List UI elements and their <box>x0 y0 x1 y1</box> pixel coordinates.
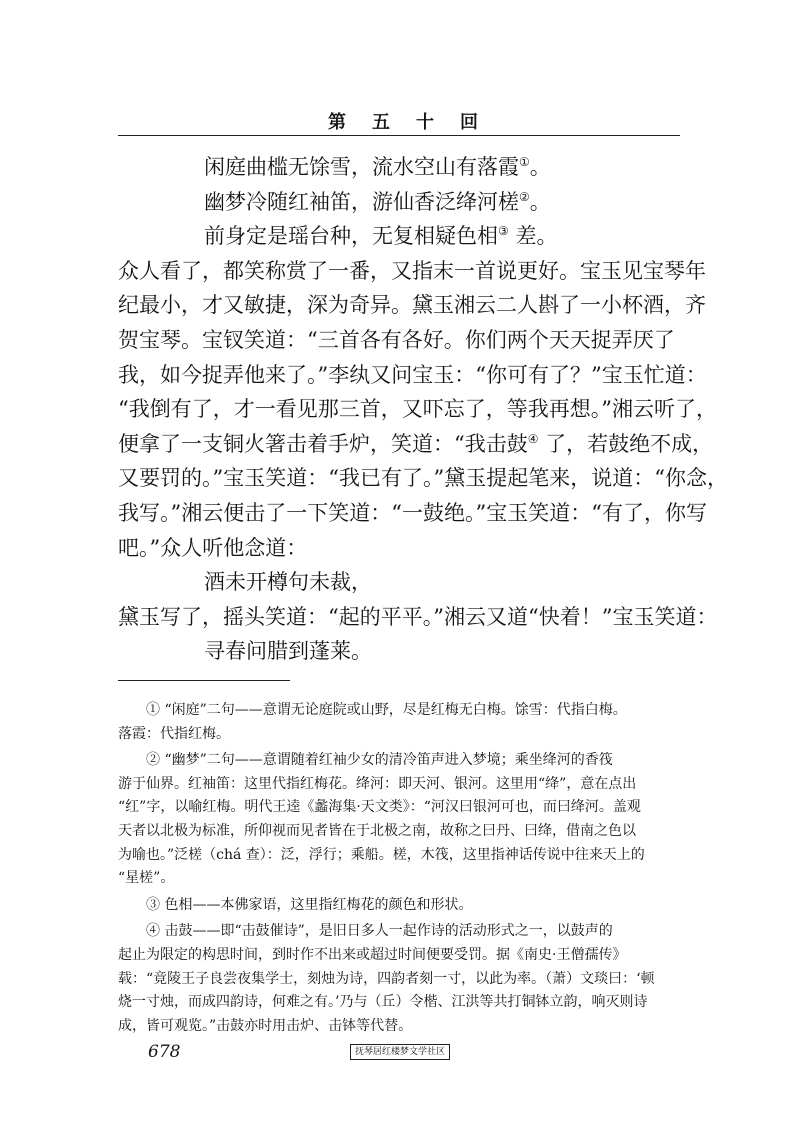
footnote-marker: ① <box>519 155 530 169</box>
footnote-marker: ③ <box>498 224 509 239</box>
footnotes <box>118 699 692 1041</box>
verse-line: 酒未开樽句未裁， <box>204 570 372 595</box>
footnote-line: 为喻也。”泛槎（chá 查）：泛，浮行；乘船。槎，木筏，这里指神话传说中往来天上的 <box>118 846 645 863</box>
footnote-line: ③ 色相——本佛家语，这里指红梅花的颜色和形状。 <box>146 896 473 913</box>
page-number: 678 <box>148 1042 181 1062</box>
footnote-3 <box>118 894 692 918</box>
footnote-2 <box>118 749 692 891</box>
verse-line: 闲庭曲槛无馀雪，流水空山有落霞①。 <box>204 155 551 179</box>
footnote-4 <box>118 920 692 1038</box>
footnote-line: “红”字，以喻红梅。明代王逵《蠡海集·天文类》：“河汉曰银河可也，而曰绛河。盖观 <box>118 799 641 816</box>
footnote-line: 载：“竟陵王子良尝夜集学士，刻烛为诗，四韵者刻一寸，以此为率。（萧）文琰曰：‘顿 <box>118 970 655 987</box>
header-char: 十 <box>416 112 434 133</box>
header-char: 第 <box>328 112 346 133</box>
paragraph-line: 纪最小，才又敏捷，深为奇异。黛玉湘云二人斟了一小杯酒，齐 <box>118 293 706 318</box>
footnote-line: 游于仙界。红袖笛：这里代指红梅花。绛河：即天河、银河。这里用“绛”，意在点出 <box>118 775 637 792</box>
verse-line: 寻春问腊到蓬莱。 <box>204 639 372 664</box>
paragraph-line: “我倒有了，才一看见那三首，又吓忘了，等我再想。”湘云听了， <box>118 397 717 422</box>
footnote-line: 天者以北极为标准，所仰视而见者皆在于北极之南，故称之曰丹、曰绛，借南之色以 <box>118 822 636 839</box>
paragraph-line: 众人看了，都笑称赏了一番，又指末一首说更好。宝玉见宝琴年 <box>118 258 706 283</box>
header-char: 五 <box>372 112 390 133</box>
footnote-marker: ② <box>519 189 530 204</box>
footnote-line: 起止为限定的构思时间，到时作不出来或超过时间便要受罚。据《南史·王僧孺传》 <box>118 946 627 963</box>
verse-line: 前身定是瑶台种，无复相疑色相③ 差。 <box>204 224 558 249</box>
footnote-line: ② “幽梦”二句——意谓随着红袖少女的清冷笛声进入梦境；乘坐绛河的香筏 <box>146 752 613 769</box>
footnote-rule <box>118 680 290 681</box>
footnote-marker: ④ <box>527 431 539 446</box>
header-char: 回 <box>460 112 478 133</box>
footnote-line: 成，皆可观览。”击鼓亦时用击炉、击钵等代替。 <box>118 1017 413 1034</box>
paragraph-line: 贺宝琴。宝钗笑道：“三首各有各好。你们两个天天捉弄厌了 <box>118 327 675 352</box>
footnote-line: ④ 击鼓——即“击鼓催诗”，是旧日多人一起作诗的活动形式之一，以鼓声的 <box>146 923 613 940</box>
paragraph-line: 黛玉写了，摇头笑道：“起的平平。”湘云又道“快着！”宝玉笑道： <box>118 604 718 629</box>
chapter-header <box>328 108 478 134</box>
paragraph-line: 又要罚的。”宝玉笑道：“我已有了。”黛玉提起笔来，说道：“你念， <box>118 466 728 491</box>
verse-line: 幽梦冷随红袖笛，游仙香泛绛河槎②。 <box>204 189 551 214</box>
site-stamp: 抚琴居红楼梦文学社区 <box>350 1044 450 1060</box>
paragraph-line: 吧。”众人听他念道： <box>118 535 308 560</box>
header-rule <box>118 135 680 136</box>
main-text <box>118 150 728 669</box>
footnote-line: ① “闲庭”二句——意谓无论庭院或山野，尽是红梅无白梅。馀雪：代指白梅。 <box>146 702 627 718</box>
footnote-1 <box>118 699 692 746</box>
paragraph-line: 便拿了一支铜火箸击着手炉，笑道：“我击鼓④ 了，若鼓绝不成， <box>118 431 714 456</box>
footnote-line: “星槎”。 <box>118 870 175 887</box>
footnote-line: 落霞：代指红梅。 <box>118 725 230 742</box>
paragraph-line: 我写。”湘云便击了一下笑道：“一鼓绝。”宝玉笑道：“有了，你写 <box>118 500 707 525</box>
paragraph-line: 我，如今捉弄他来了。”李纨又问宝玉：“你可有了？”宝玉忙道： <box>118 362 707 387</box>
footnote-line: 烧一寸烛，而成四韵诗，何难之有。’乃与（丘）令楷、江洪等共打铜钵立韵，响灭则诗 <box>118 994 648 1011</box>
